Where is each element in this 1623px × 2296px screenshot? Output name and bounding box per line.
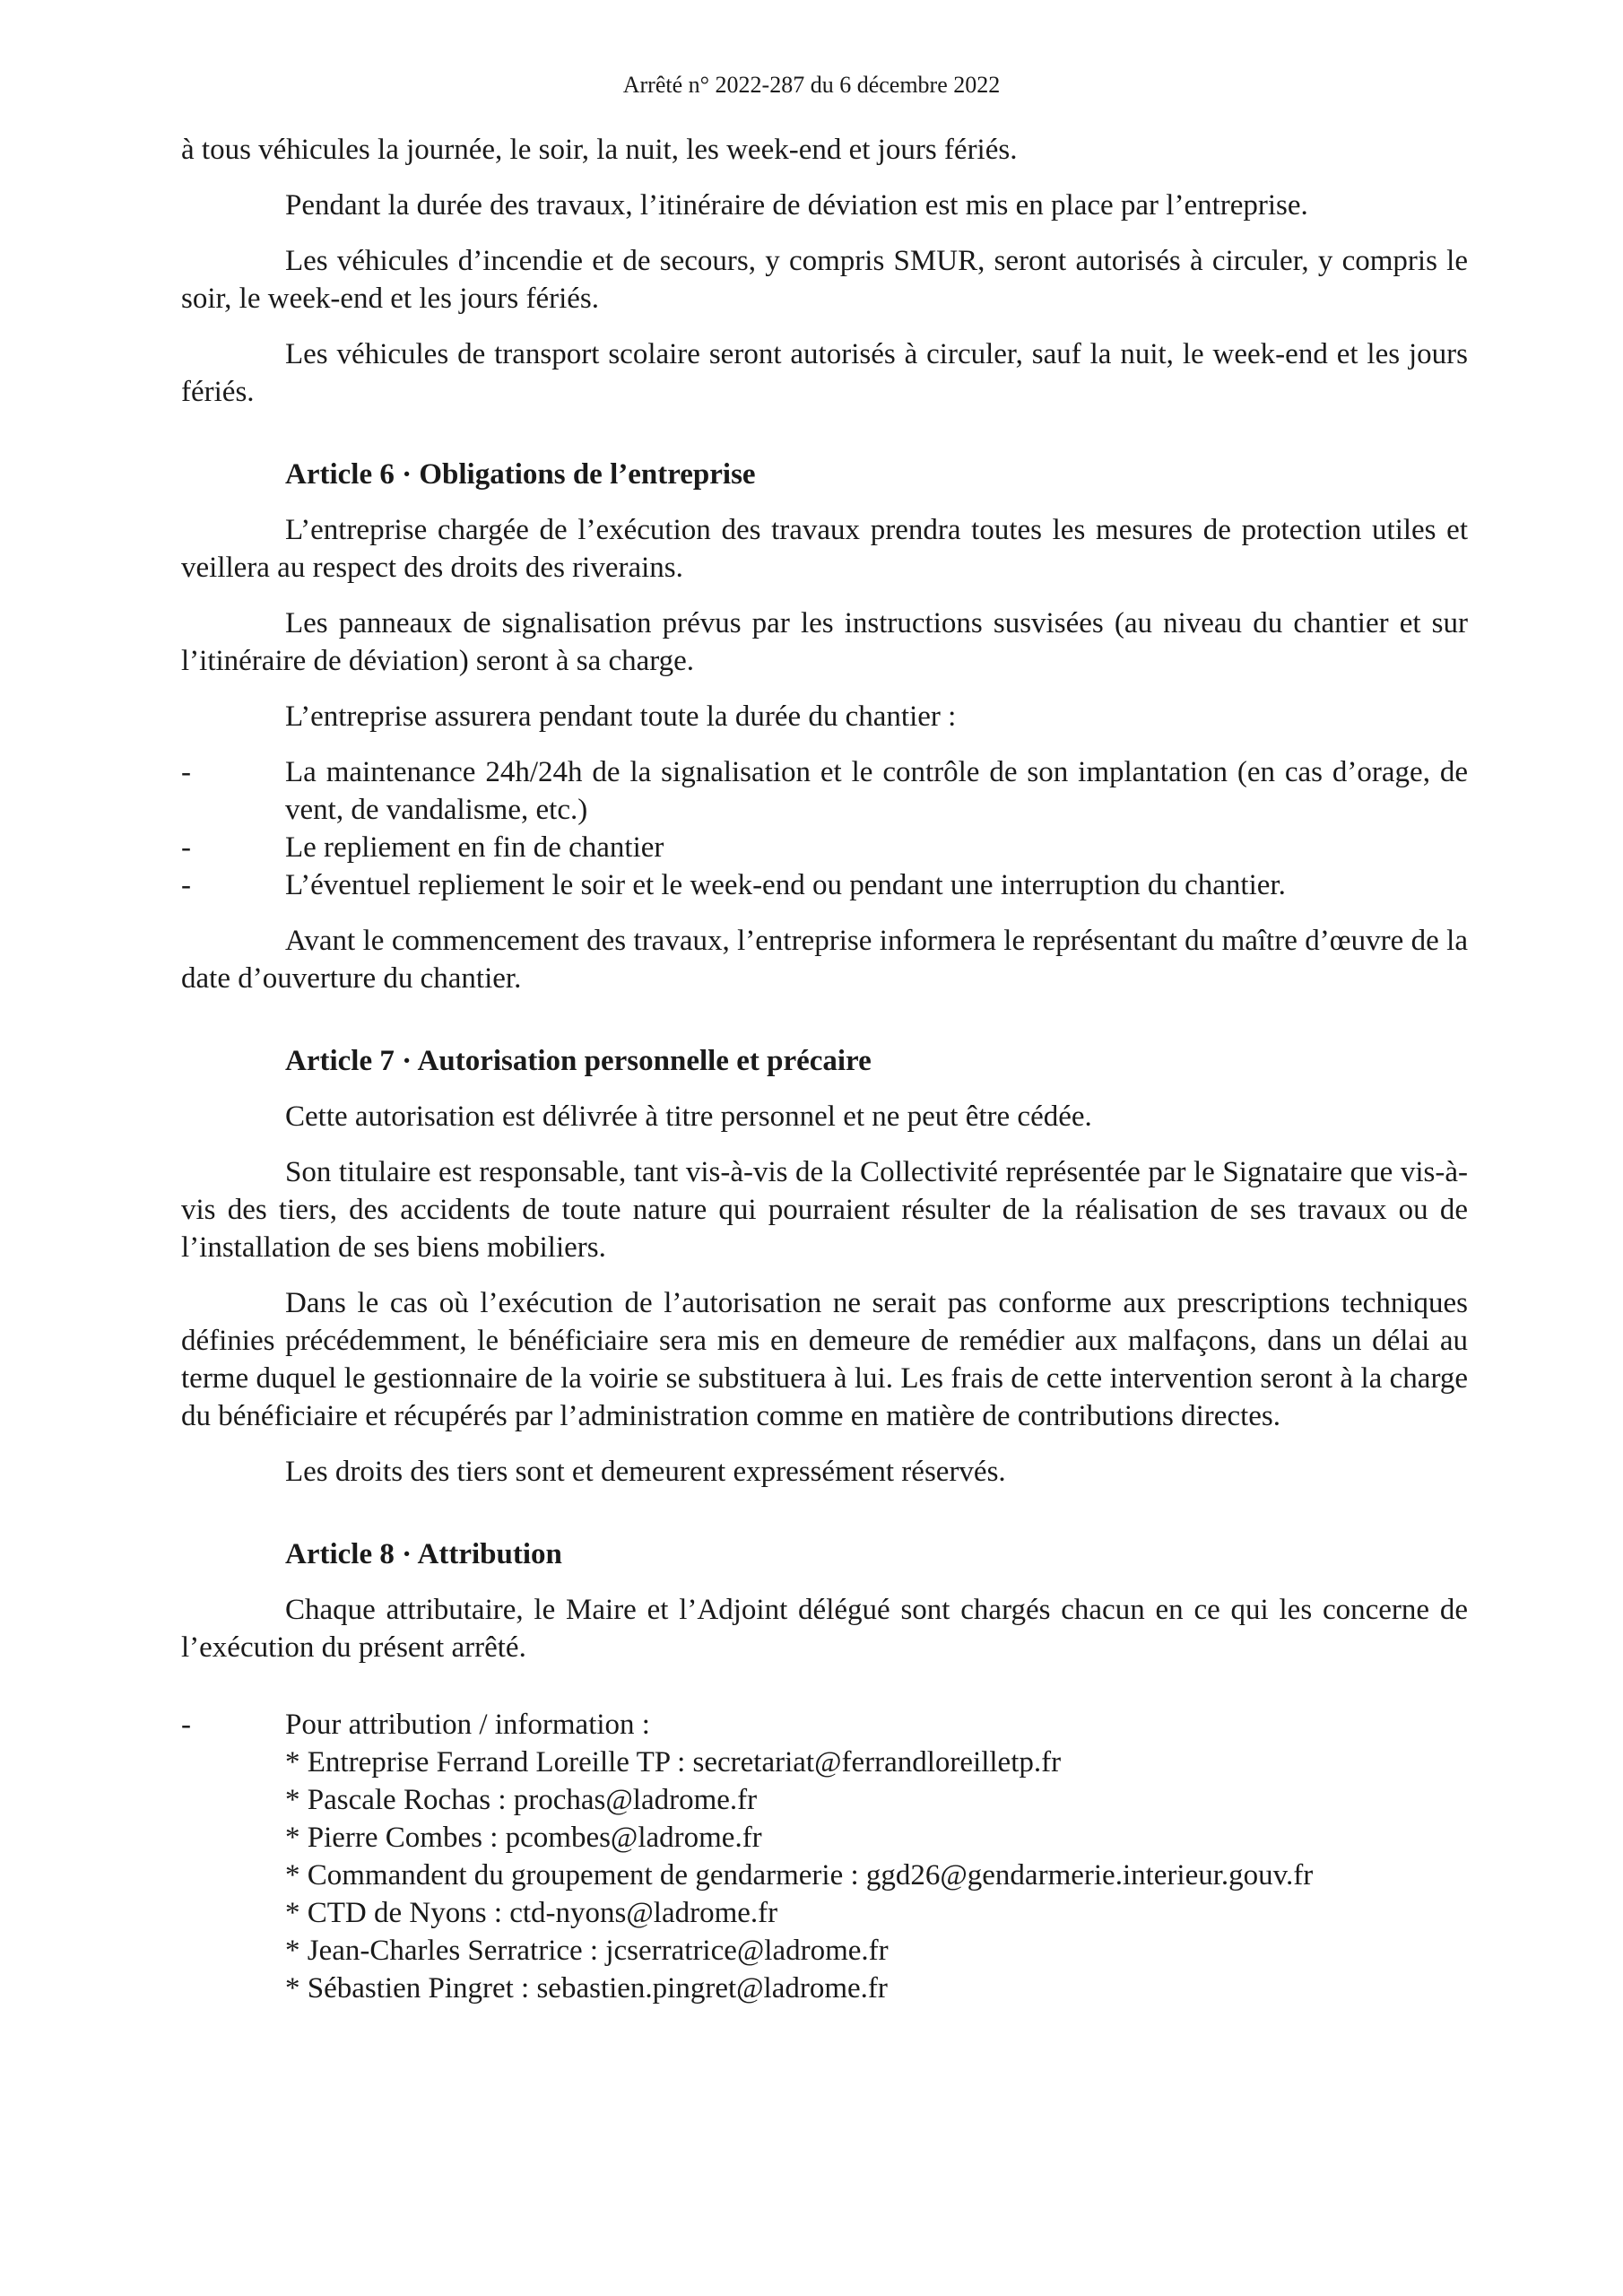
article-6-paragraph-3: L’entreprise assurera pendant toute la durée du chantier : bbox=[285, 700, 957, 733]
article-7 bbox=[181, 1042, 1468, 1491]
dash-bullet: - bbox=[181, 831, 191, 864]
article-8-paragraph: Chaque attributaire, le Maire et l’Adjoint délégué sont chargés chacun en ce qui les concerne de l’exécution du présent arrêté. bbox=[181, 1594, 1468, 1664]
intro-paragraph-1: à tous véhicules la journée, le soir, la nuit, les week-end et jours fériés. bbox=[181, 134, 1018, 166]
recipient-entry: * Entreprise Ferrand Loreille TP : secretariat@ferrandloreilletp.fr bbox=[285, 1746, 1062, 1779]
article-7-paragraph-2: Son titulaire est responsable, tant vis-à-vis de la Collectivité représentée par le Signataire que vis-à-vis des tiers, des accidents de toute nature qui pourraient résulter de la réalisation de ses travaux ou de l’installation de ses biens mobiliers. bbox=[181, 1156, 1468, 1264]
list-item bbox=[181, 753, 1468, 829]
recipient-entry: * Sébastien Pingret : sebastien.pingret@ladrome.fr bbox=[285, 1972, 888, 2005]
recipient-entry: * Commandent du groupement de gendarmerie : ggd26@gendarmerie.interieur.gouv.fr bbox=[285, 1859, 1314, 1892]
dash-bullet: - bbox=[181, 869, 191, 901]
page-header: Arrêté n° 2022-287 du 6 décembre 2022 bbox=[622, 72, 1001, 98]
article-6-obligations-list bbox=[181, 753, 1468, 904]
article-6-paragraph-2: Les panneaux de signalisation prévus par les instructions susvisées (au niveau du chantier et sur l’itinéraire de déviation) seront à sa charge. bbox=[181, 607, 1468, 677]
article-7-paragraph-1: Cette autorisation est délivrée à titre personnel et ne peut être cédée. bbox=[285, 1100, 1092, 1133]
recipient-entry: * Pascale Rochas : prochas@ladrome.fr bbox=[285, 1784, 758, 1816]
recipient-entry: * CTD de Nyons : ctd-nyons@ladrome.fr bbox=[285, 1897, 778, 1929]
recipient-entry: * Pierre Combes : pcombes@ladrome.fr bbox=[285, 1822, 762, 1854]
intro-paragraph-2: Pendant la durée des travaux, l’itinéraire de déviation est mis en place par l’entreprise. bbox=[285, 189, 1308, 222]
article-7-paragraph-4: Les droits des tiers sont et demeurent expressément réservés. bbox=[285, 1456, 1006, 1488]
article-8-title: Article 8 · Attribution bbox=[285, 1538, 562, 1570]
attribution-heading: Pour attribution / information : bbox=[285, 1709, 650, 1741]
dash-bullet: - bbox=[181, 1709, 191, 1741]
intro-paragraph-3: Les véhicules d’incendie et de secours, y compris SMUR, seront autorisés à circuler, y compris le soir, le week-end et les jours fériés. bbox=[181, 245, 1468, 315]
attribution-block bbox=[181, 1706, 1468, 2007]
article-6-title: Article 6 · Obligations de l’entreprise bbox=[285, 458, 756, 491]
list-item-text: La maintenance 24h/24h de la signalisation et le contrôle de son implantation (en cas d’orage, de vent, de vandalisme, etc.) bbox=[285, 756, 1468, 826]
list-item-text: Le repliement en fin de chantier bbox=[285, 831, 664, 864]
article-7-title: Article 7 · Autorisation personnelle et précaire bbox=[285, 1045, 872, 1077]
intro-paragraph-4: Les véhicules de transport scolaire seront autorisés à circuler, sauf la nuit, le week-end et les jours fériés. bbox=[181, 338, 1468, 408]
article-6-paragraph-1: L’entreprise chargée de l’exécution des travaux prendra toutes les mesures de protection utiles et veillera au respect des droits des riverains. bbox=[181, 514, 1468, 584]
dash-bullet: - bbox=[181, 756, 191, 788]
article-8 bbox=[181, 1535, 1468, 2007]
list-item bbox=[181, 829, 1468, 866]
list-item-text: L’éventuel repliement le soir et le week-end ou pendant une interruption du chantier. bbox=[285, 869, 1286, 901]
recipient-entry: * Jean-Charles Serratrice : jcserratrice@ladrome.fr bbox=[285, 1935, 889, 1967]
document-body bbox=[181, 131, 1468, 2007]
article-6-closing: Avant le commencement des travaux, l’entreprise informera le représentant du maître d’œuvre de la date d’ouverture du chantier. bbox=[181, 925, 1468, 995]
list-item bbox=[181, 866, 1468, 904]
article-6 bbox=[181, 456, 1468, 997]
article-7-paragraph-3: Dans le cas où l’exécution de l’autorisation ne serait pas conforme aux prescriptions techniques définies précédemment, le bénéficiaire sera mis en demeure de remédier aux malfaçons, dans un délai au terme duquel le gestionnaire de la voirie se substituera à lui. Les frais de cette intervention seront à la charge du bénéficiaire et récupérés par l’administration comme en matière de contributions directes. bbox=[181, 1287, 1468, 1432]
